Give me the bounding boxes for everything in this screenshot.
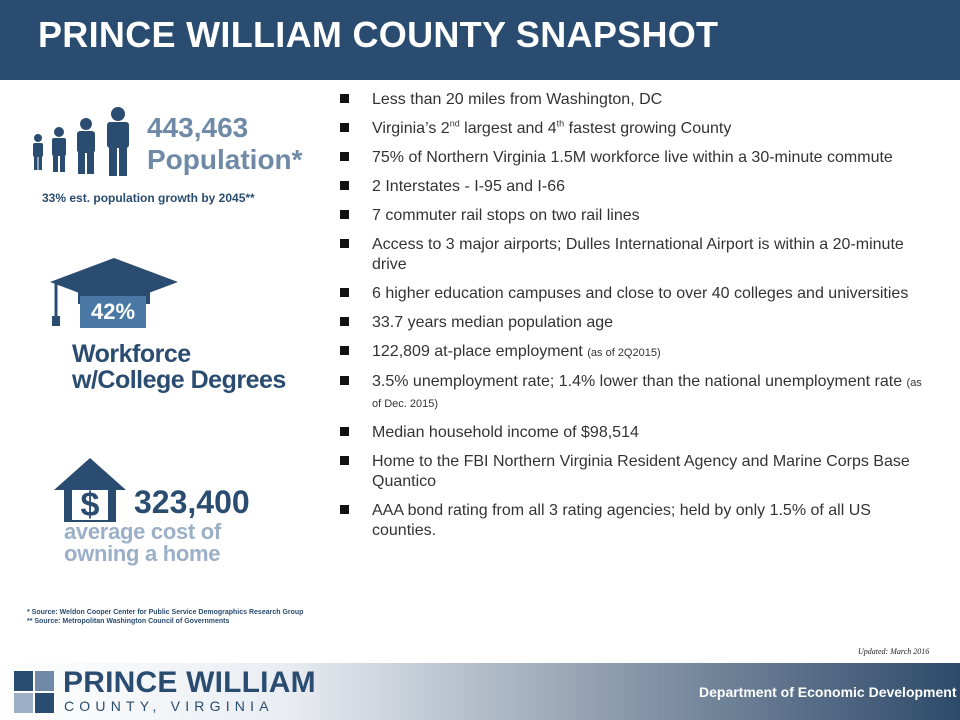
home-cost-label-line2: owning a home (64, 541, 221, 566)
population-number: 443,463 (147, 112, 249, 143)
population-label: Population* (147, 144, 303, 175)
bullet-item: AAA bond rating from all 3 rating agencies; held by only 1.5% of all US counties. (340, 501, 932, 541)
department-name: Department of Economic Development (699, 684, 957, 700)
workforce-label-line2: w/College Degrees (72, 366, 286, 394)
source-note-2: ** Source: Metropolitan Washington Council of Governments (27, 618, 230, 625)
college-degree-percent: 42% (80, 296, 146, 328)
workforce-label-line1: Workforce (72, 340, 191, 368)
bullet-item: 122,809 at-place employment (as of 2Q2015) (340, 342, 932, 363)
home-cost-label-line1: average cost of (64, 519, 221, 544)
page-title: PRINCE WILLIAM COUNTY SNAPSHOT (38, 14, 719, 55)
bullet-item: 7 commuter rail stops on two rail lines (340, 206, 932, 226)
dollar-symbol: $ (80, 486, 100, 524)
bullet-item: 3.5% unemployment rate; 1.4% lower than the national unemployment rate (as of Dec. 2015) (340, 372, 932, 414)
home-cost-number: 323,400 (134, 484, 250, 520)
bullet-item: Median household income of $98,514 (340, 423, 932, 443)
people-icon (30, 106, 134, 178)
bullet-item: Virginia’s 2nd largest and 4th fastest growing County (340, 119, 932, 139)
logo-text-prince-william: PRINCE WILLIAM (63, 666, 316, 699)
logo-text-county-virginia: COUNTY, VIRGINIA (64, 698, 274, 714)
bullet-item: 75% of Northern Virginia 1.5M workforce live within a 30-minute commute (340, 148, 932, 168)
bullet-item: Home to the FBI Northern Virginia Resident Agency and Marine Corps Base Quantico (340, 452, 932, 492)
header-bar (0, 0, 960, 80)
footer-bar (0, 663, 960, 720)
bullet-item: Access to 3 major airports; Dulles International Airport is within a 20-minute drive (340, 235, 932, 275)
updated-date: Updated: March 2016 (858, 647, 930, 656)
population-growth-note: 33% est. population growth by 2045** (42, 191, 255, 205)
bullet-item: 6 higher education campuses and close to over 40 colleges and universities (340, 284, 932, 304)
county-logo-icon (14, 671, 54, 713)
snapshot-bullet-list (340, 90, 932, 541)
house-dollar-icon (50, 456, 130, 524)
bullet-item: Less than 20 miles from Washington, DC (340, 90, 932, 110)
bullet-item: 33.7 years median population age (340, 313, 932, 333)
source-note-1: * Source: Weldon Cooper Center for Public Service Demographics Research Group (27, 609, 304, 616)
bullet-item: 2 Interstates - I-95 and I-66 (340, 177, 932, 197)
